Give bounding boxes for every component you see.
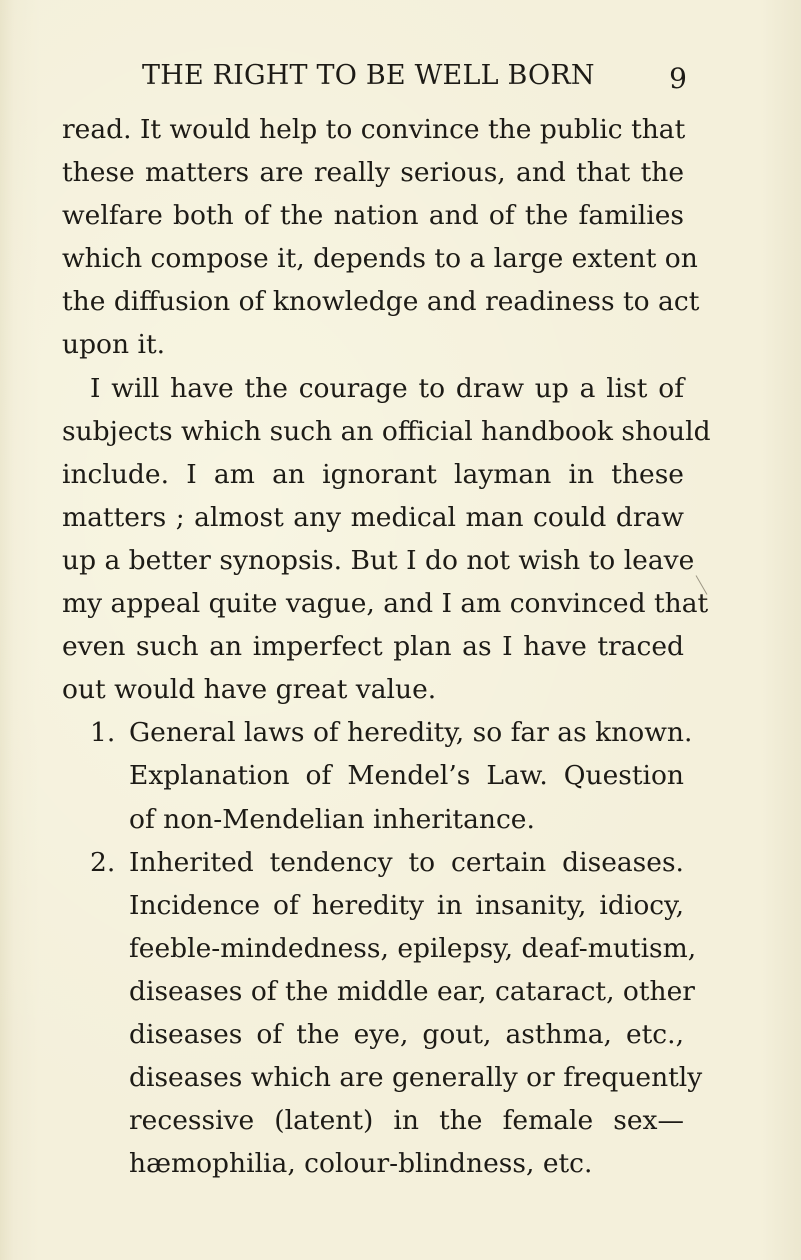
list-number: 1.: [90, 717, 116, 749]
list-item-2-line: diseases of the middle ear, cataract, other: [129, 975, 695, 1007]
text-line: include. I am an ignorant layman in these: [62, 458, 684, 490]
text-line: I will have the courage to draw up a list of: [90, 372, 684, 404]
list-item-text: Inherited tendency to certain diseases.: [129, 846, 684, 878]
list-item-1-line: of non-Mendelian inheritance.: [129, 803, 535, 835]
list-item-2-line: diseases of the eye, gout, asthma, etc.,: [129, 1018, 684, 1050]
list-item-2-line: Incidence of heredity in insanity, idiocy,: [129, 889, 684, 921]
text-line: the diffusion of knowledge and readiness to act: [62, 286, 700, 318]
list-item-2-line: recessive (latent) in the female sex—: [129, 1105, 684, 1137]
list-item-text: General laws of heredity, so far as known.: [129, 717, 693, 749]
list-item-2-line: hæmophilia, colour-blindness, etc.: [129, 1148, 593, 1180]
text-line: read. It would help to convince the public that: [62, 114, 686, 145]
text-line: out would have great value.: [62, 674, 437, 706]
text-line: subjects which such an official handbook should: [62, 415, 711, 447]
text-line: up a better synopsis. But I do not wish to leave: [62, 544, 695, 576]
text-line: welfare both of the nation and of the families: [62, 200, 684, 232]
list-item-2-line: diseases which are generally or frequently: [129, 1062, 703, 1094]
running-title: THE RIGHT TO BE WELL BORN: [142, 60, 595, 91]
body-text: [62, 108, 711, 1185]
list-item-2-line: [62, 841, 684, 884]
list-item-2-line: feeble-mindedness, epilepsy, deaf-mutism,: [129, 932, 697, 964]
text-line: these matters are really serious, and that the: [62, 157, 684, 189]
text-line: matters ; almost any medical man could draw: [62, 501, 684, 533]
list-item-1-line: [62, 711, 693, 754]
list-number: 2.: [90, 846, 116, 878]
running-head: [142, 60, 687, 100]
text-line: which compose it, depends to a large extent on: [62, 243, 698, 275]
page-number: 9: [669, 62, 687, 95]
text-line: my appeal quite vague, and I am convinced that: [62, 588, 709, 620]
list-item-1-line: Explanation of Mendel’s Law. Question: [129, 760, 684, 792]
text-line: upon it.: [62, 329, 166, 361]
text-line: even such an imperfect plan as I have traced: [62, 631, 684, 663]
